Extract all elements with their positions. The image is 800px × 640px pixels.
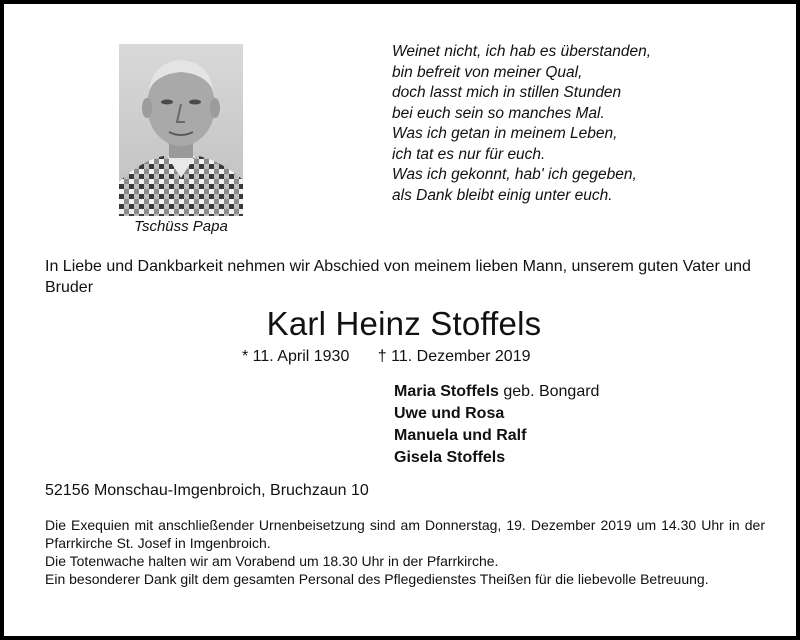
- death-date: † 11. Dezember 2019: [377, 348, 531, 365]
- mourner-name: Uwe und Rosa: [394, 405, 505, 422]
- mourners-list: [394, 381, 599, 469]
- mourner-entry: [394, 403, 599, 425]
- address: 52156 Monschau-Imgenbroich, Bruchzaun 10: [45, 482, 369, 499]
- note-paragraph: Die Exequien mit anschließender Urnenbeisetzung sind am Donnerstag, 19. Dezember 2019 um 14.30 Uhr in der Pfarrkirche St. Josef in Imgenbroich.: [45, 517, 765, 551]
- poem-line: bei euch sein so manches Mal.: [392, 104, 605, 122]
- mourner-name: Maria Stoffels: [394, 383, 499, 400]
- portrait-photo: [119, 44, 243, 216]
- poem-line: doch lasst mich in stillen Stunden: [392, 84, 622, 101]
- poem-line: Was ich getan in meinem Leben,: [392, 125, 618, 142]
- mourner-entry: [394, 425, 599, 447]
- note-paragraph: Die Totenwache halten wir am Vorabend um 18.30 Uhr in der Pfarrkirche.: [45, 553, 499, 569]
- portrait-image: [119, 44, 243, 216]
- birth-date: * 11. April 1930: [242, 348, 350, 365]
- poem-line: ich tat es nur für euch.: [392, 145, 546, 163]
- poem-line: Weinet nicht, ich hab es überstanden,: [392, 43, 652, 60]
- poem: [392, 42, 651, 206]
- note-paragraph: Ein besonderer Dank gilt dem gesamten Personal des Pflegedienstes Theißen für die liebevolle Betreuung.: [45, 571, 709, 587]
- mourner-entry: [394, 447, 599, 469]
- mourner-name: Gisela Stoffels: [394, 449, 506, 466]
- funeral-notes: [45, 516, 765, 588]
- life-dates: [242, 348, 530, 366]
- photo-caption: Tschüss Papa: [134, 218, 228, 235]
- intro-text: In Liebe und Dankbarkeit nehmen wir Abschied von meinem lieben Mann, unserem guten Vater und Bruder: [45, 258, 751, 296]
- mourner-entry: [394, 381, 599, 403]
- mourner-note: geb. Bongard: [498, 383, 600, 400]
- poem-line: Was ich gekonnt, hab' ich gegeben,: [392, 166, 637, 183]
- poem-line: bin befreit von meiner Qual,: [392, 63, 583, 81]
- poem-line: als Dank bleibt einig unter euch.: [392, 186, 613, 204]
- mourner-name: Manuela und Ralf: [394, 427, 527, 444]
- deceased-name: Karl Heinz Stoffels: [266, 305, 542, 342]
